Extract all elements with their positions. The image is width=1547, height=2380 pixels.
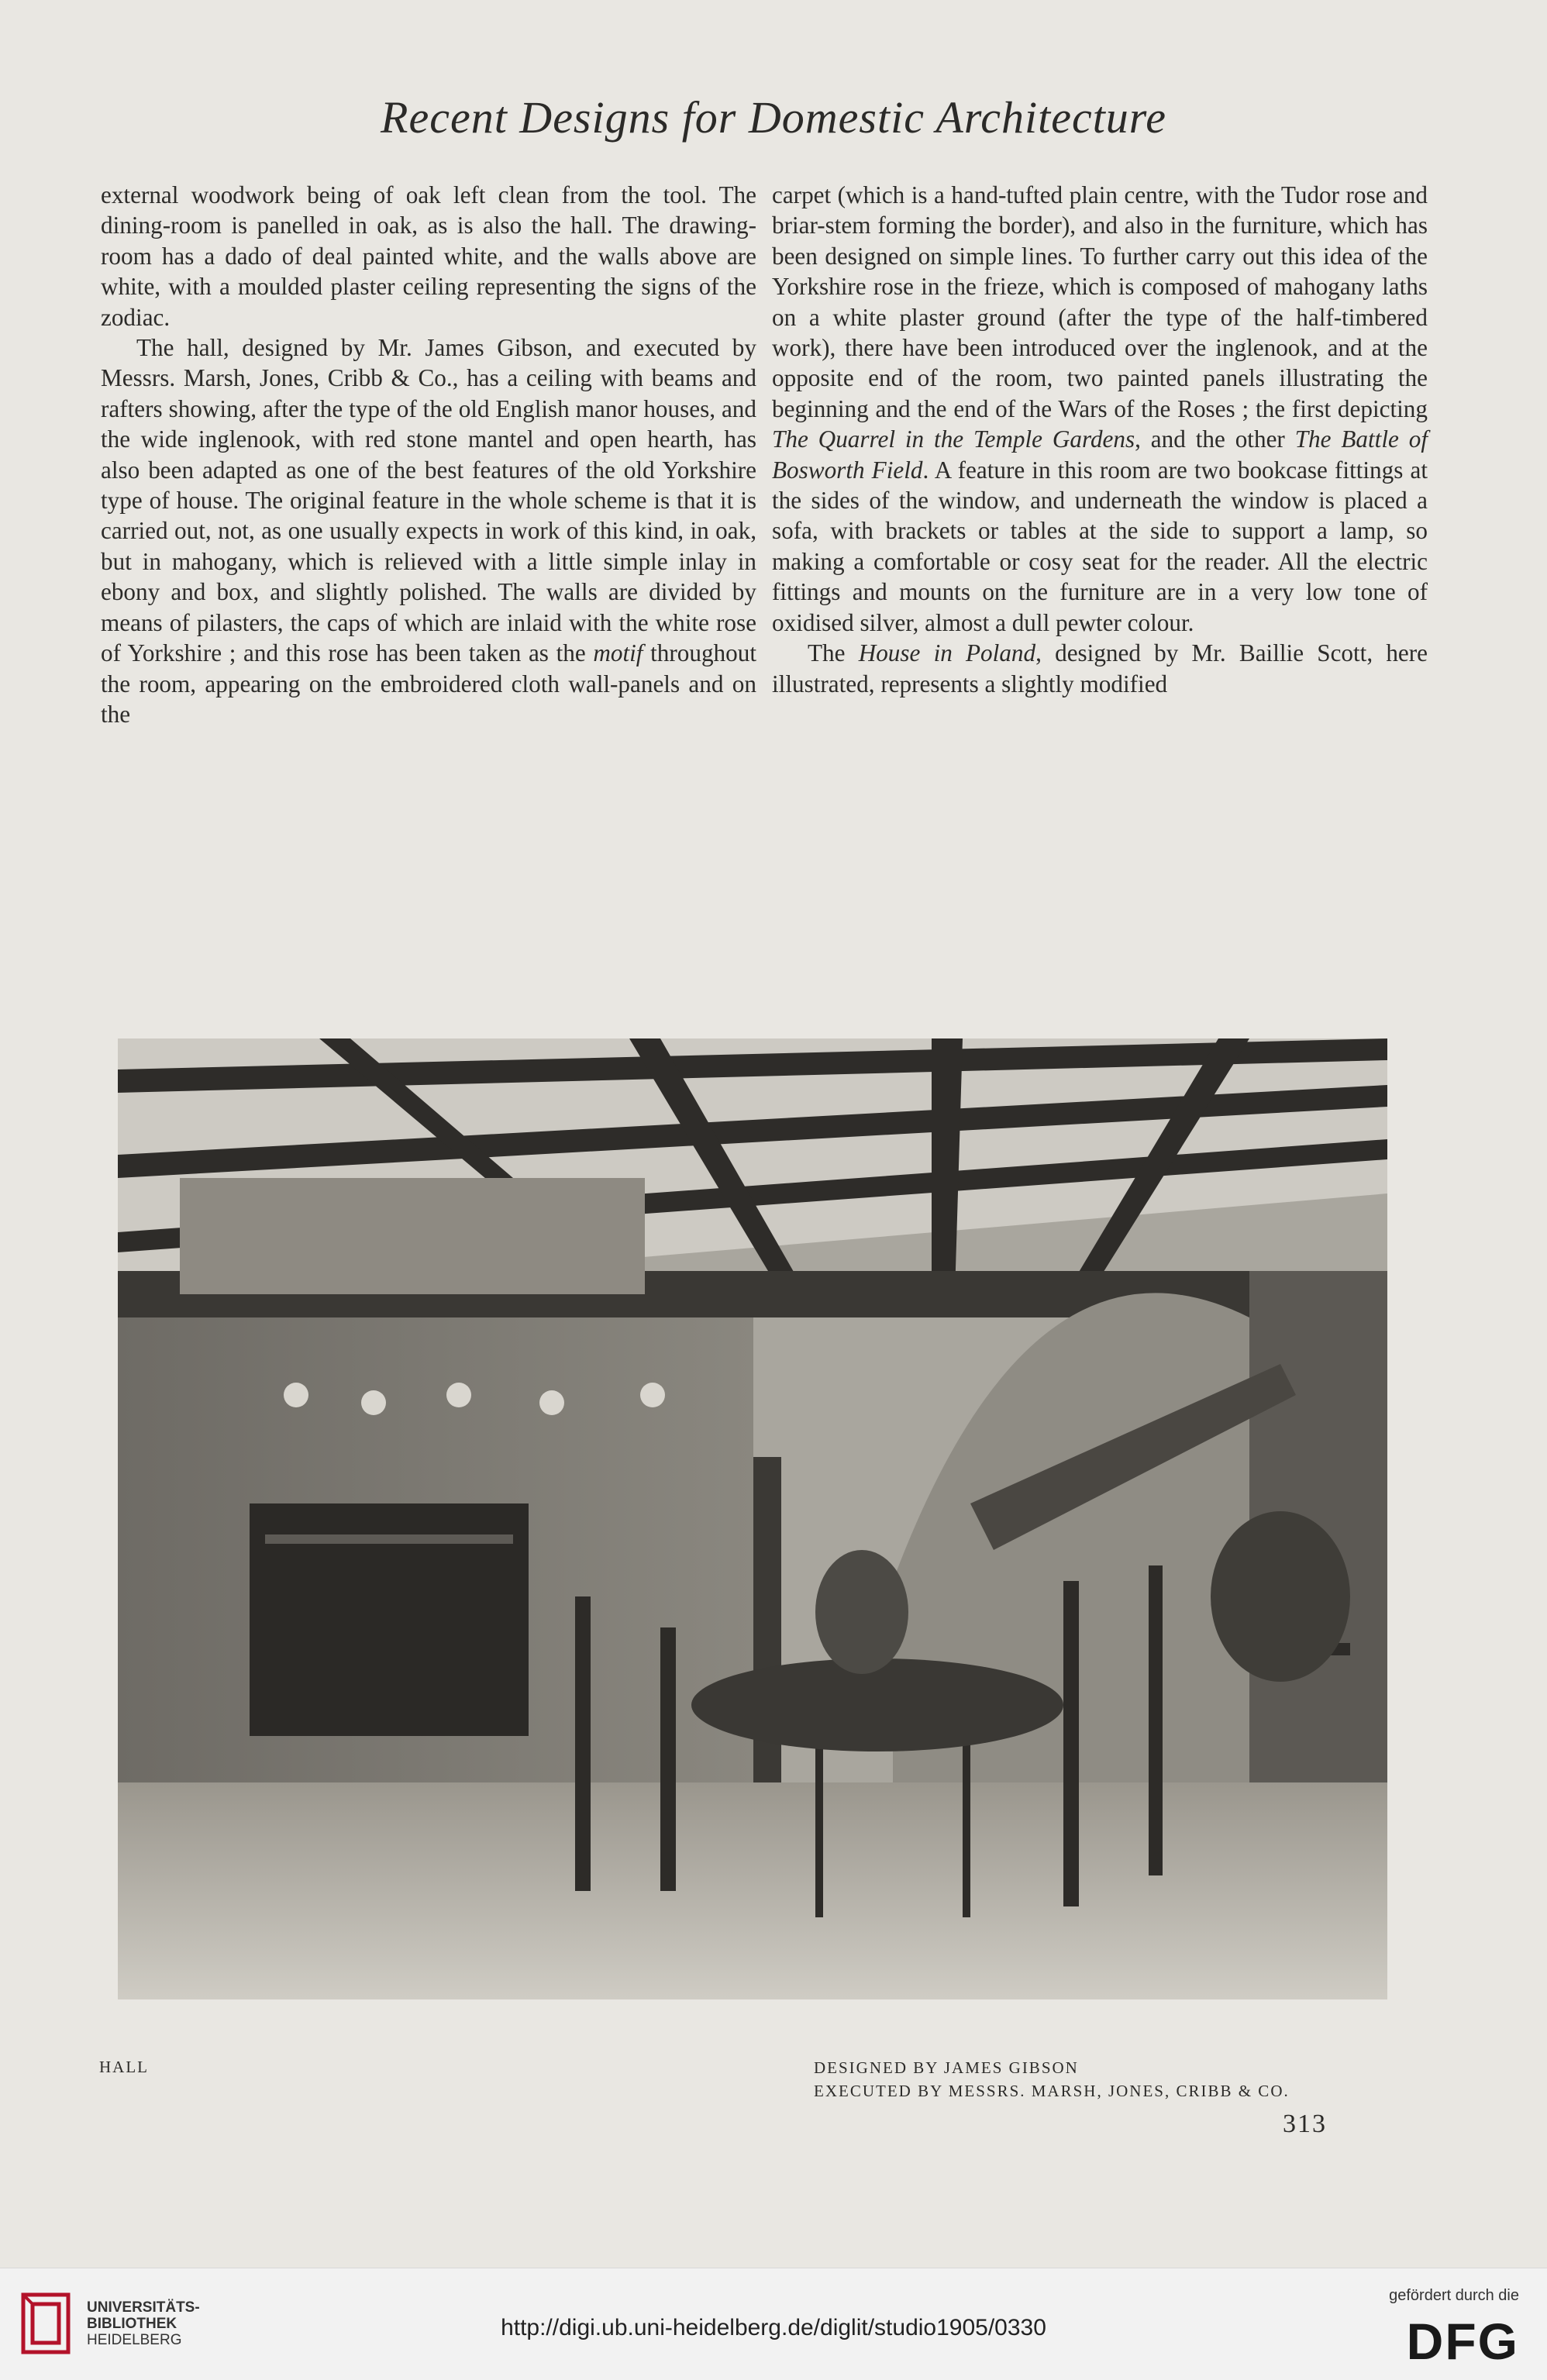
caption-designed: DESIGNED BY JAMES GIBSON	[814, 2058, 1079, 2077]
running-title: Recent Designs for Domestic Architecture	[381, 92, 1166, 143]
library-name: UNIVERSITÄTS- BIBLIOTHEK HEIDELBERG	[87, 2299, 200, 2348]
paragraph: The House in Poland, designed by Mr. Baillie Scott, here illustrated, represents a slightly modified	[772, 639, 1428, 697]
italic-title-quarrel: The Quarrel in the Temple Gardens	[772, 425, 1135, 453]
digitization-footer	[0, 2268, 1547, 2380]
paragraph: external woodwork being of oak left clean from the tool. The dining-room is panelled in oak, as is also the hall. The drawing-room has a dado of deal painted white, and the walls above are white, with a moulded plaster ceiling representing the signs of the zodiac.	[101, 181, 756, 331]
paragraph: The hall, designed by Mr. James Gibson, and executed by Messrs. Marsh, Jones, Cribb & Co., has a ceiling with beams and rafters showing, after the type of the old English manor houses, and the wide inglenook, with red stone mantel and open hearth, has also been adapted as one of the best features of the old Yorkshire type of house. The original feature in the whole scheme is that it is carried out, not, as one usually expects in work of this kind, in oak, but in mahogany, which is relieved with a little simple inlay in ebony and box, and slightly polished. The walls are divided by means of pilasters, the caps of which are inlaid with the white rose of Yorkshire ; and this rose has been taken as the motif throughout the room, appearing on the embroidered cloth wall-panels and on the	[101, 334, 756, 728]
hall-photograph	[118, 1038, 1387, 1999]
right-column	[772, 180, 1428, 699]
caption-credits	[814, 2056, 1403, 2103]
source-url-link[interactable]: http://digi.ub.uni-heidelberg.de/diglit/studio1905/0330	[501, 2315, 1046, 2340]
paragraph: carpet (which is a hand-tufted plain centre, with the Tudor rose and briar-stem forming the border), and also in the furniture, which has been designed on simple lines. To further carry out this idea of the Yorkshire rose in the frieze, which is composed of mahogany laths on a white plaster ground (after the type of the half-timbered work), there have been introduced over the inglenook, and at the opposite end of the room, two painted panels illustrating the beginning and the end of the Wars of the Roses ; the first depicting The Quarrel in the Temple Gardens, and the other The Battle of Bosworth Field. A feature in this room are two bookcase fittings at the sides of the window, and underneath the window is placed a sofa, with brackets or tables at the side to support a lamp, so making a comfortable or cosy seat for the reader. All the electric fittings and mounts on the furniture are in a very low tone of oxidised silver, almost a dull pewter colour.	[772, 181, 1428, 636]
italic-title-bosworth: The Battle of Bosworth Field	[772, 425, 1428, 484]
page-number: 313	[1283, 2110, 1327, 2138]
left-column	[101, 180, 756, 729]
hall-photograph-drawing	[118, 1038, 1387, 1999]
caption-executed: EXECUTED BY MESSRS. MARSH, JONES, CRIBB & CO.	[814, 2082, 1290, 2100]
italic-motif: motif	[593, 639, 643, 667]
dfg-logo: DFG	[1406, 2313, 1519, 2370]
caption-title: HALL	[99, 2058, 149, 2076]
italic-title-house: House in Poland	[858, 639, 1036, 667]
funding-label: gefördert durch die	[1389, 2287, 1519, 2304]
